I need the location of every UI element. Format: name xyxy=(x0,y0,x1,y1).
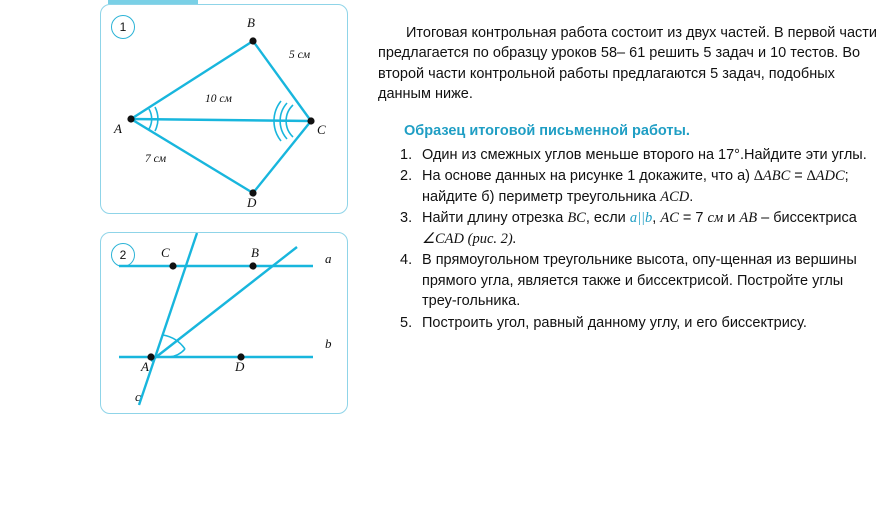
task-text-segment: = xyxy=(790,168,807,184)
task-item xyxy=(378,313,878,334)
task-text-segment: a||b xyxy=(629,210,653,226)
task-text: Один из смежных углов меньше второго на 17°.Найдите эти углы. xyxy=(422,146,867,163)
task-text-segment: ACD xyxy=(660,188,690,205)
figure-1-point-C: C xyxy=(317,122,326,137)
figure-1-point-D: D xyxy=(247,195,257,210)
figure-1-dim-ac: 10 см xyxy=(205,93,232,105)
figure-1-badge: 1 xyxy=(111,15,135,39)
task-number: 2. xyxy=(400,168,413,184)
figure-2-badge: 2 xyxy=(111,243,135,267)
task-text-segment: = 7 xyxy=(678,210,708,226)
figure-1-dim-bc: 5 см xyxy=(289,49,311,61)
figure-2-point-A: A xyxy=(141,359,149,374)
figure-card-1 xyxy=(100,4,348,214)
figure-1-dim-ad: 7 см xyxy=(145,153,167,165)
figure-1-point-A: A xyxy=(114,121,122,136)
task-number: 5. xyxy=(400,314,413,331)
task-number: 1. xyxy=(400,146,413,163)
figure-2-line-b: b xyxy=(325,336,332,351)
task-text-segment: ; найдите б) периметр треугольника xyxy=(422,168,849,205)
task-text-segment: ∆ABC xyxy=(754,168,791,184)
task-text-segment: Найти длину отрезка xyxy=(422,210,568,226)
task-text-segment: ∆ADC xyxy=(806,168,845,184)
task-text-segment: . xyxy=(689,188,694,205)
section-subtitle: Образец итоговой письменной работы. xyxy=(404,122,690,139)
figures-column xyxy=(100,0,350,414)
task-text-segment: см xyxy=(707,210,724,226)
task-text-segment: BC xyxy=(567,210,586,226)
task-item xyxy=(378,208,878,249)
task-item xyxy=(378,166,878,207)
task-number: 3. xyxy=(400,210,413,226)
figure-1-drawing xyxy=(101,5,349,215)
task-text-segment: AB xyxy=(739,210,758,226)
task-list xyxy=(378,145,878,334)
text-column xyxy=(378,8,878,334)
task-text-segment: AC xyxy=(660,210,679,226)
task-number: 4. xyxy=(400,252,413,268)
figure-2-line-c: c xyxy=(135,389,141,404)
task-item xyxy=(378,145,878,166)
task-text: В прямоугольном треугольнике высота, опу-щенная из вершины прямого угла, является также и биссектрисой. Постройте углы треу-гольника. xyxy=(422,252,857,309)
task-text-segment: ∠CAD xyxy=(422,230,464,247)
task-text-segment: , если xyxy=(585,210,630,226)
figure-2-drawing xyxy=(101,233,349,415)
task-text-segment: На основе данных на рисунке 1 докажите, что а) xyxy=(422,168,754,184)
task-text-segment: и xyxy=(723,210,740,226)
figure-1-point-B: B xyxy=(247,15,255,30)
task-text: Построить угол, равный данному углу, и его биссектрису. xyxy=(422,314,807,331)
intro-paragraph: Итоговая контрольная работа состоит из двух частей. В первой части предлагается по образцу уроков 58– 61 решить 5 задач и 10 тестов. Во второй части контрольной работы предлагаются 5 задач, подобных данным ниже. xyxy=(378,24,878,102)
task-item xyxy=(378,250,878,312)
figure-2-point-C: C xyxy=(161,245,170,260)
task-text-segment: , xyxy=(652,210,661,226)
figure-2-line-a: a xyxy=(325,251,332,266)
figure-card-2 xyxy=(100,232,348,414)
task-text-segment: – биссектриса xyxy=(757,210,857,226)
task-text-segment: (рис. 2). xyxy=(464,230,517,247)
figure-2-point-B: B xyxy=(251,245,259,260)
figure-2-point-D: D xyxy=(235,359,245,374)
